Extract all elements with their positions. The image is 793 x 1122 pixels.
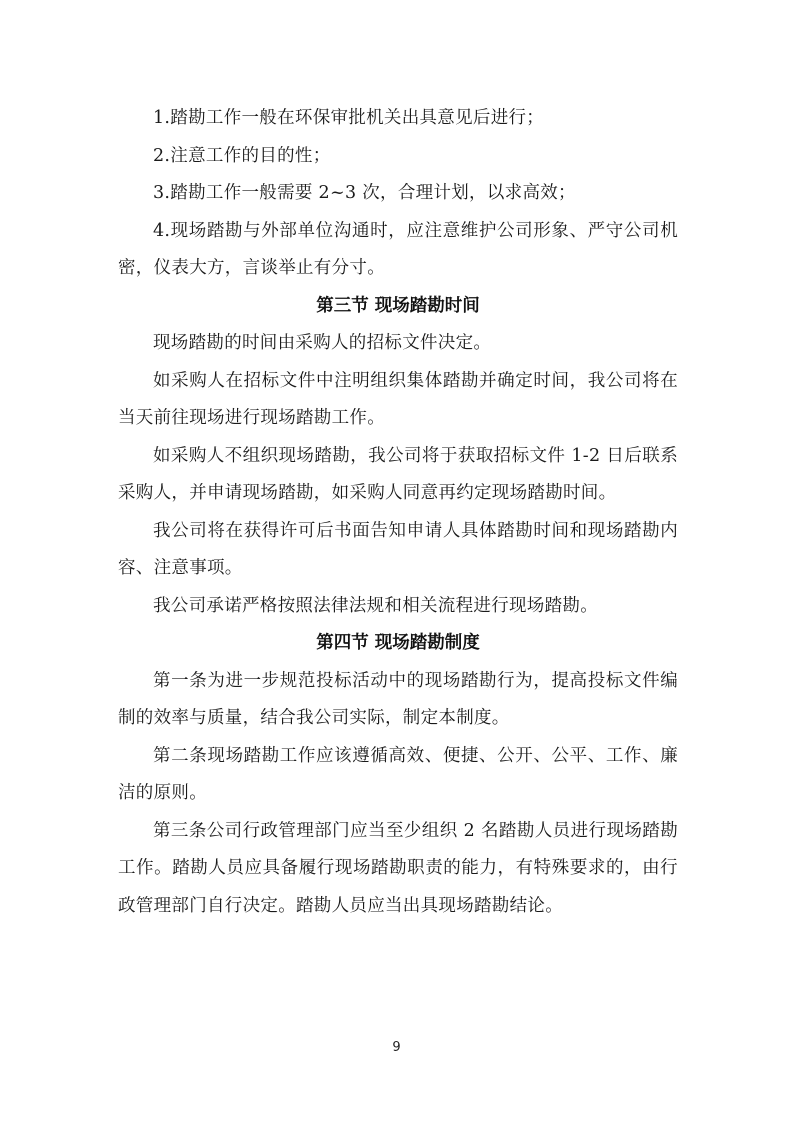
section-heading-survey-time: 第三节 现场踏勘时间 [316,295,480,316]
document-page [118,100,678,925]
paragraph: 第三条公司行政管理部门应当至少组织 2 名踏勘人员进行现场踏勘工作。踏勘人员应具备履行现场踏勘职责的能力，有特殊要求的，由行政管理部门自行决定。踏勘人员应当出具现场踏勘结论。 [118,820,678,916]
paragraph: 如采购人不组织现场踏勘，我公司将于获取招标文件 1-2 日后联系采购人，并申请现场踏勘，如采购人同意再约定现场踏勘时间。 [118,445,678,503]
list-item-3: 3.踏勘工作一般需要 2~3 次，合理计划，以求高效； [153,183,576,203]
paragraph: 我公司将在获得许可后书面告知申请人具体踏勘时间和现场踏勘内容、注意事项。 [118,520,678,578]
page-number: 9 [392,1040,401,1055]
list-item-2: 2.注意工作的目的性； [153,145,331,166]
section-heading-survey-rules: 第四节 现场踏勘制度 [316,633,480,653]
paragraph: 第二条现场踏勘工作应该遵循高效、便捷、公开、公平、工作、廉洁的原则。 [118,745,678,803]
paragraph: 如采购人在招标文件中注明组织集体踏勘并确定时间，我公司将在当天前往现场进行现场踏勘工作。 [118,370,678,428]
paragraph: 我公司承诺严格按照法律法规和相关流程进行现场踏勘。 [153,595,598,616]
paragraph: 第一条为进一步规范投标活动中的现场踏勘行为，提高投标文件编制的效率与质量，结合我公司实际，制定本制度。 [118,670,678,728]
list-item-1: 1.踏勘工作一般在环保审批机关出具意见后进行； [153,108,545,128]
list-item-4: 4.现场踏勘与外部单位沟通时，应注意维护公司形象、严守公司机密，仪表大方，言谈举止有分寸。 [118,220,678,278]
paragraph: 现场踏勘的时间由采购人的招标文件决定。 [153,333,492,353]
